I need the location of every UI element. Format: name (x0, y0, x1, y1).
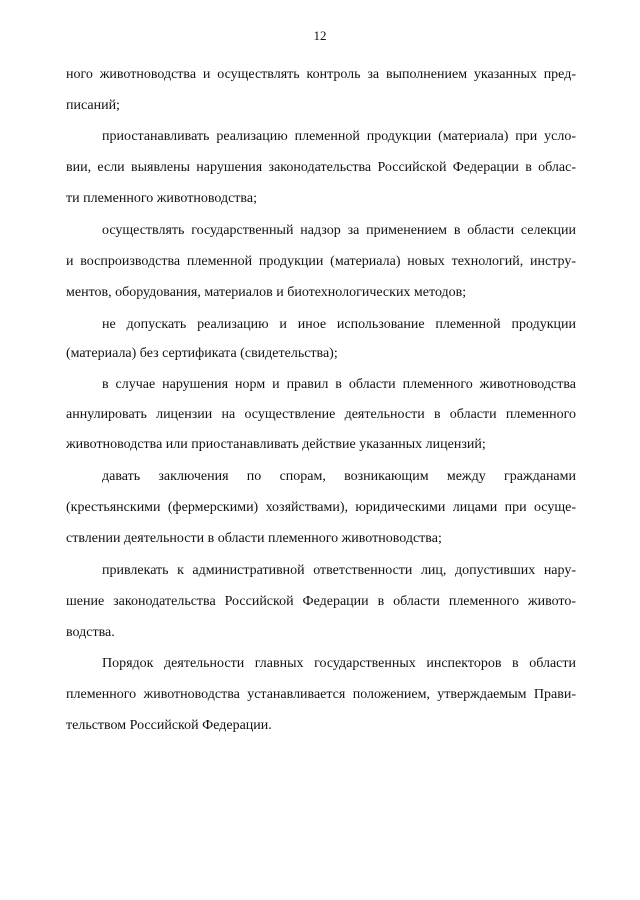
text-line: не допускать реализацию и иное использование племенной продукции (102, 317, 576, 332)
text-line: в случае нарушения норм и правил в области племенного животноводства (102, 377, 576, 392)
text-line: вии, если выявлены нарушения законодательства Российской Федерации в облас- (66, 160, 576, 175)
text-line: водства. (66, 625, 115, 640)
text-line: шение законодательства Российской Федерации в области племенного живото- (66, 594, 576, 609)
text-line: (крестьянскими (фермерскими) хозяйствами), юридическими лицами при осуще- (66, 500, 576, 515)
text-line: аннулировать лицензии на осуществление деятельности в области племенного (66, 407, 576, 422)
text-line: ствлении деятельности в области племенного животноводства; (66, 531, 442, 546)
text-line: ного животноводства и осуществлять контроль за выполнением указанных пред- (66, 67, 576, 82)
text-line: приостанавливать реализацию племенной продукции (материала) при усло- (102, 129, 576, 144)
text-line: тельством Российской Федерации. (66, 718, 272, 733)
page-number: 12 (313, 28, 327, 43)
text-line: (материала) без сертификата (свидетельства); (66, 346, 338, 361)
text-line: животноводства или приостанавливать действие указанных лицензий; (66, 437, 486, 452)
text-line: писаний; (66, 98, 120, 113)
text-line: давать заключения по спорам, возникающим между гражданами (102, 469, 576, 484)
text-line: Порядок деятельности главных государственных инспекторов в области (102, 656, 576, 671)
text-line: осуществлять государственный надзор за применением в области селекции (102, 223, 576, 238)
text-line: привлекать к административной ответственности лиц, допустивших нару- (102, 563, 576, 578)
text-line: ти племенного животноводства; (66, 191, 257, 206)
text-line: и воспроизводства племенной продукции (материала) новых технологий, инстру- (66, 254, 576, 269)
text-line: ментов, оборудования, материалов и биотехнологических методов; (66, 285, 467, 300)
text-line: племенного животноводства устанавливается положением, утверждаемым Прави- (66, 687, 576, 702)
